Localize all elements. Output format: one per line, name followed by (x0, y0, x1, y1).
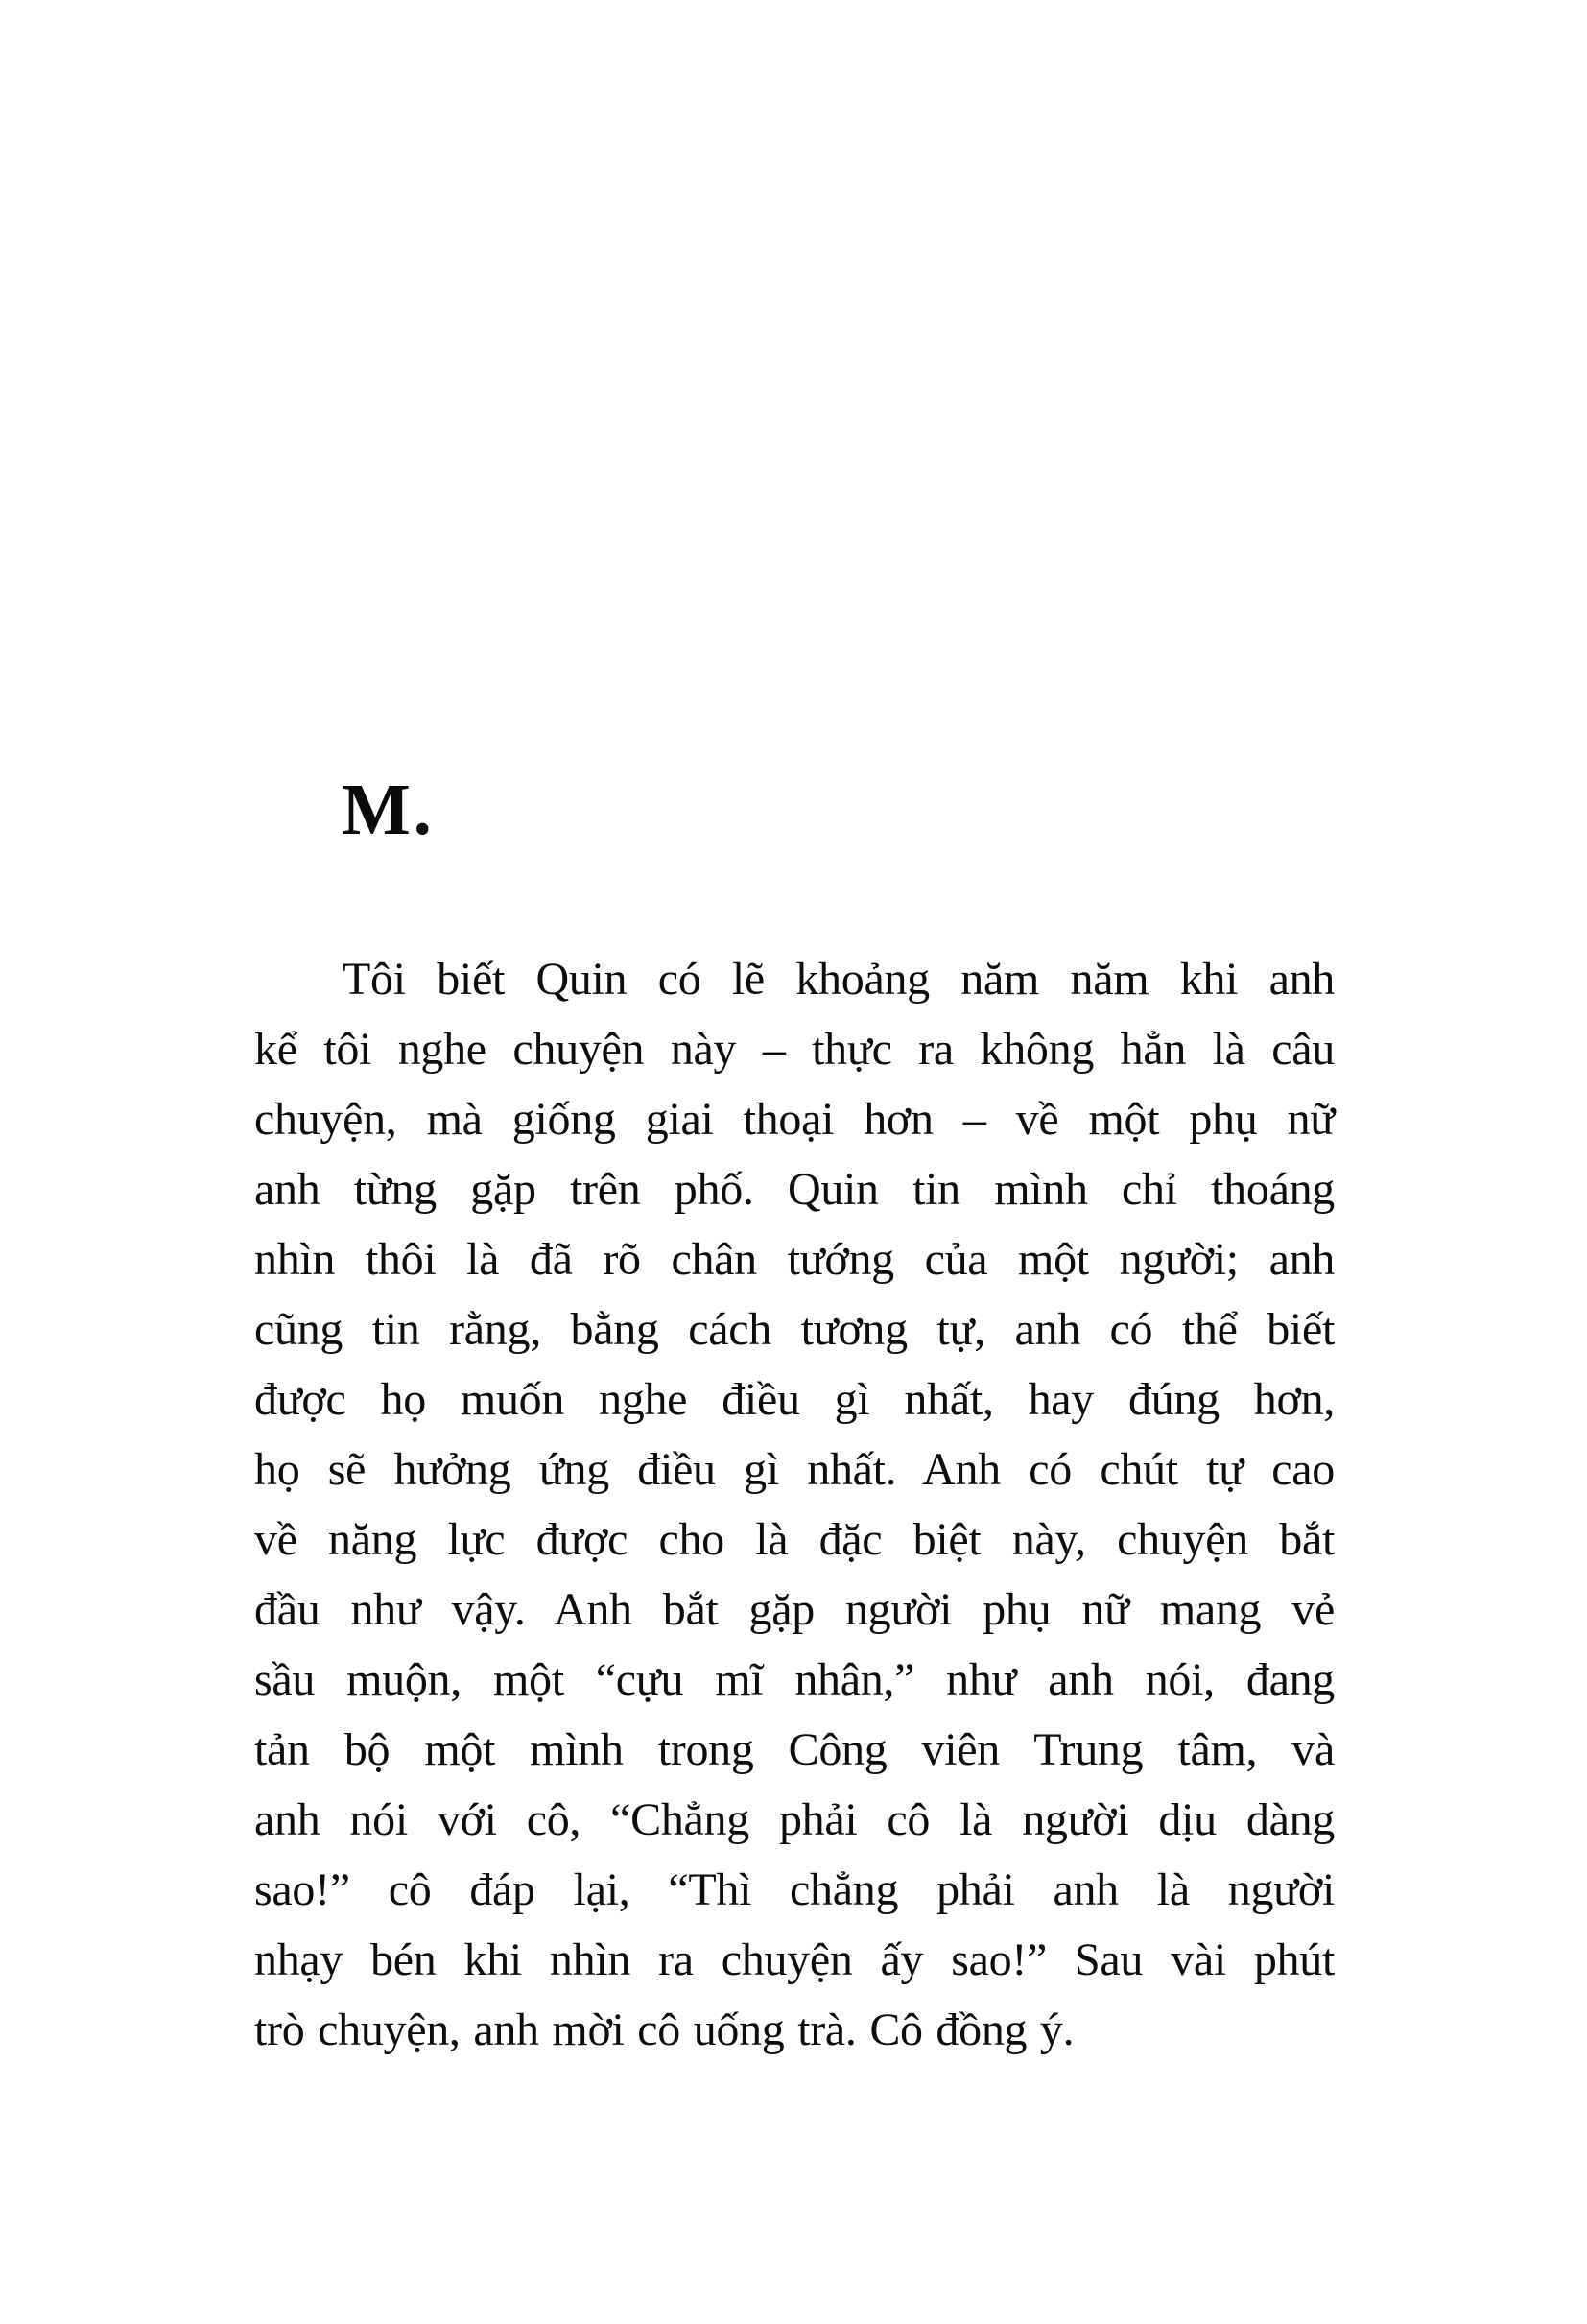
text-line: đầu như vậy. Anh bắt gặp người phụ nữ mang vẻ (254, 1584, 1335, 1635)
text-line: chuyện, mà giống giai thoại hơn – về một phụ nữ (254, 1094, 1335, 1145)
text-line: nhìn thôi là đã rõ chân tướng của một người; anh (254, 1234, 1335, 1285)
text-line: họ sẽ hưởng ứng điều gì nhất. Anh có chút tự cao (254, 1444, 1335, 1495)
text-line: kể tôi nghe chuyện này – thực ra không hẳn là câu (254, 1024, 1335, 1075)
text-line: trò chuyện, anh mời cô uống trà. Cô đồng ý. (254, 2004, 1075, 2055)
text-line: nhạy bén khi nhìn ra chuyện ấy sao!” Sau vài phút (254, 1934, 1335, 1985)
text-line: tản bộ một mình trong Công viên Trung tâm, và (254, 1724, 1335, 1775)
paragraph (254, 944, 1335, 2065)
text-line: được họ muốn nghe điều gì nhất, hay đúng hơn, (254, 1374, 1335, 1425)
chapter-heading: M. (342, 770, 435, 850)
text-line: về năng lực được cho là đặc biệt này, chuyện bắt (254, 1514, 1335, 1565)
text-line: Tôi biết Quin có lẽ khoảng năm năm khi anh (343, 954, 1335, 1005)
text-line: cũng tin rằng, bằng cách tương tự, anh có thể biết (254, 1304, 1335, 1355)
text-line: anh nói với cô, “Chẳng phải cô là người dịu dàng (254, 1794, 1335, 1845)
text-line: sầu muộn, một “cựu mĩ nhân,” như anh nói, đang (254, 1654, 1335, 1705)
text-line: sao!” cô đáp lại, “Thì chẳng phải anh là người (254, 1864, 1335, 1915)
text-line: anh từng gặp trên phố. Quin tin mình chỉ thoáng (254, 1164, 1335, 1215)
